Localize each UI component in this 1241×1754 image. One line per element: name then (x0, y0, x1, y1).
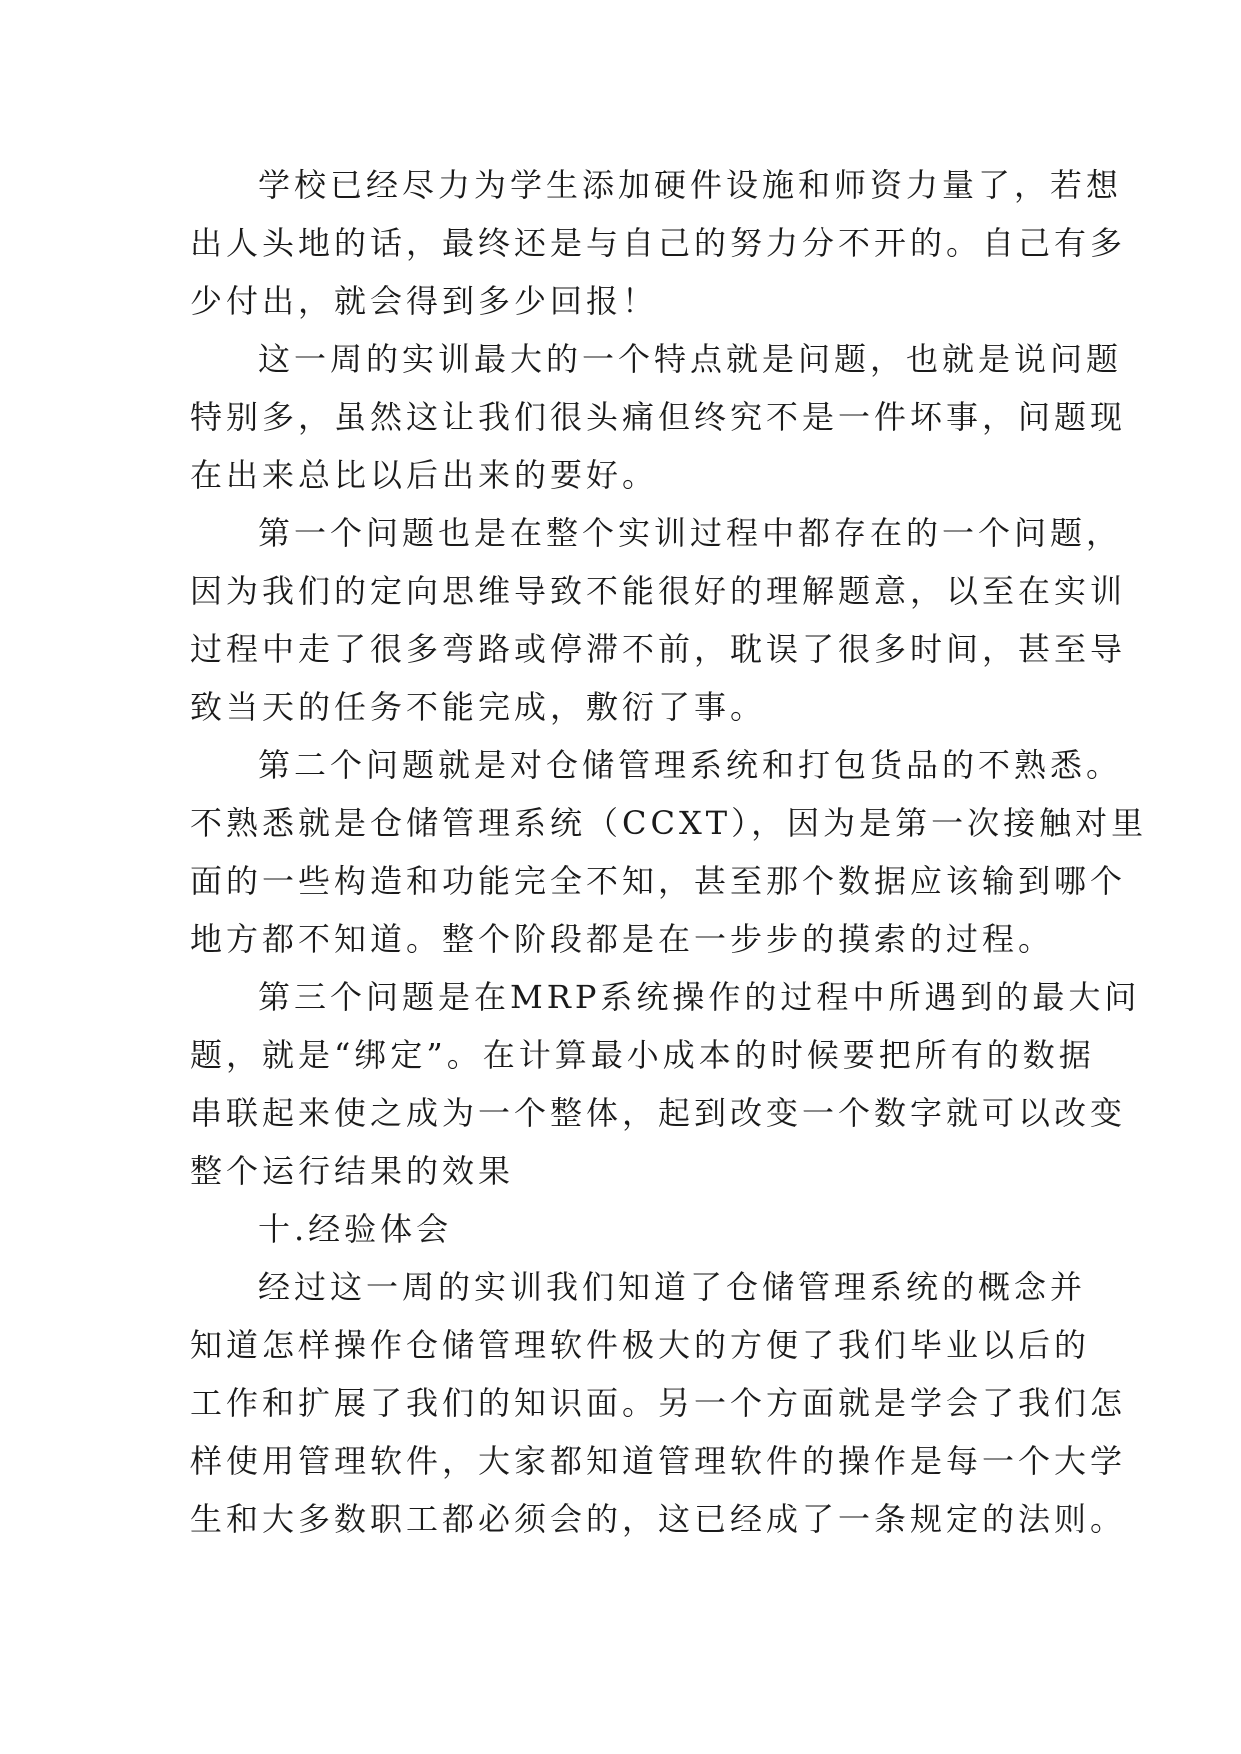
paragraph-6-line-5: 生和大多数职工都必须会的，这已经成了一条规定的法则。 (190, 1500, 1127, 1538)
paragraph-5-line-2: 题，就是“绑定”。在计算最小成本的时候要把所有的数据 (190, 1036, 1095, 1074)
paragraph-3-line-2: 因为我们的定向思维导致不能很好的理解题意，以至在实训 (190, 572, 1127, 610)
paragraph-1-line-3: 少付出，就会得到多少回报！ (190, 282, 659, 320)
paragraph-4-line-2: 不熟悉就是仓储管理系统（CCXT），因为是第一次接触对里 (190, 804, 1148, 842)
paragraph-1-line-1: 学校已经尽力为学生添加硬件设施和师资力量了，若想 (258, 166, 1123, 204)
paragraph-1-line-2: 出人头地的话，最终还是与自己的努力分不开的。自己有多 (190, 224, 1127, 262)
paragraph-5-line-3: 串联起来使之成为一个整体，起到改变一个数字就可以改变 (190, 1094, 1127, 1132)
paragraph-3-line-1: 第一个问题也是在整个实训过程中都存在的一个问题， (258, 514, 1123, 552)
section-heading: 十.经验体会 (258, 1210, 453, 1248)
paragraph-5-line-4: 整个运行结果的效果 (190, 1152, 515, 1190)
paragraph-6-line-2: 知道怎样操作仓储管理软件极大的方便了我们毕业以后的 (190, 1326, 1091, 1364)
paragraph-3-line-4: 致当天的任务不能完成，敷衍了事。 (190, 688, 767, 726)
paragraph-6-line-3: 工作和扩展了我们的知识面。另一个方面就是学会了我们怎 (190, 1384, 1127, 1422)
paragraph-4-line-1: 第二个问题就是对仓储管理系统和打包货品的不熟悉。 (258, 746, 1123, 784)
paragraph-2-line-2: 特别多，虽然这让我们很头痛但终究不是一件坏事，问题现 (190, 398, 1127, 436)
paragraph-2-line-3: 在出来总比以后出来的要好。 (190, 456, 659, 494)
paragraph-6-line-1: 经过这一周的实训我们知道了仓储管理系统的概念并 (258, 1268, 1087, 1306)
document-body (190, 156, 1148, 1548)
paragraph-6-line-4: 样使用管理软件，大家都知道管理软件的操作是每一个大学 (190, 1442, 1127, 1480)
paragraph-4-line-4: 地方都不知道。整个阶段都是在一步步的摸索的过程。 (190, 920, 1055, 958)
paragraph-5-line-1: 第三个问题是在MRP系统操作的过程中所遇到的最大问 (258, 978, 1141, 1016)
paragraph-3-line-3: 过程中走了很多弯路或停滞不前，耽误了很多时间，甚至导 (190, 630, 1127, 668)
paragraph-2-line-1: 这一周的实训最大的一个特点就是问题，也就是说问题 (258, 340, 1123, 378)
paragraph-4-line-3: 面的一些构造和功能完全不知，甚至那个数据应该输到哪个 (190, 862, 1127, 900)
